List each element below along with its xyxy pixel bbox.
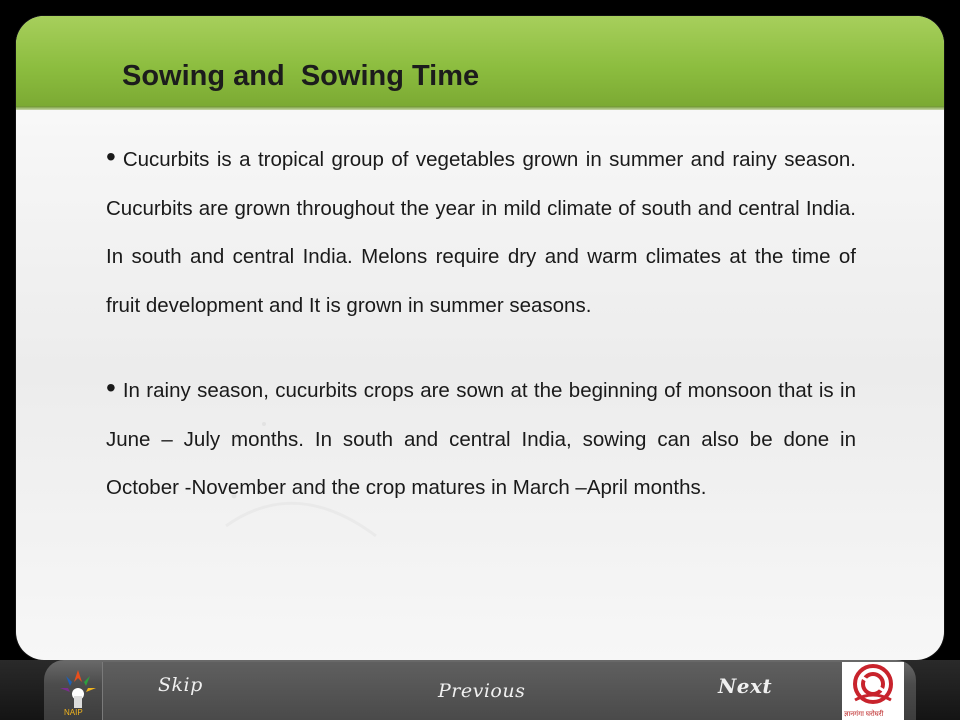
navigation-bar	[0, 660, 960, 720]
bullet-paragraph-2	[106, 367, 856, 513]
skip-button[interactable]: Skip	[158, 674, 203, 696]
next-button[interactable]: Next	[718, 674, 773, 698]
bullet-paragraph-1	[106, 136, 856, 330]
slide-title: Sowing and Sowing Time	[122, 60, 480, 92]
bullet-dot-icon: •	[106, 372, 116, 403]
paragraph-1-text: Cucurbits is a tropical group of vegetables grown in summer and rainy season. Cucurbits are grown throughout the year in mild climate of south and central India. In south and central India. Melons require dry and warm climates at the time of fruit development and It is grown in summer seasons.	[106, 148, 856, 317]
university-logo-icon	[842, 662, 904, 708]
bullet-dot-icon: •	[106, 141, 116, 172]
slide-content	[106, 136, 856, 550]
paragraph-2-text: In rainy season, cucurbits crops are sown at the beginning of monsoon that is in June – July months. In south and central India, sowing can also be done in October -November and the crop matures in March –April months.	[106, 379, 856, 499]
naip-logo-caption: NAIP	[64, 708, 83, 717]
slide-card	[16, 16, 944, 660]
university-logo	[842, 662, 904, 720]
previous-button[interactable]: Previous	[438, 680, 526, 702]
university-logo-caption: ज्ञानगंगा घरोघरी	[844, 711, 884, 718]
